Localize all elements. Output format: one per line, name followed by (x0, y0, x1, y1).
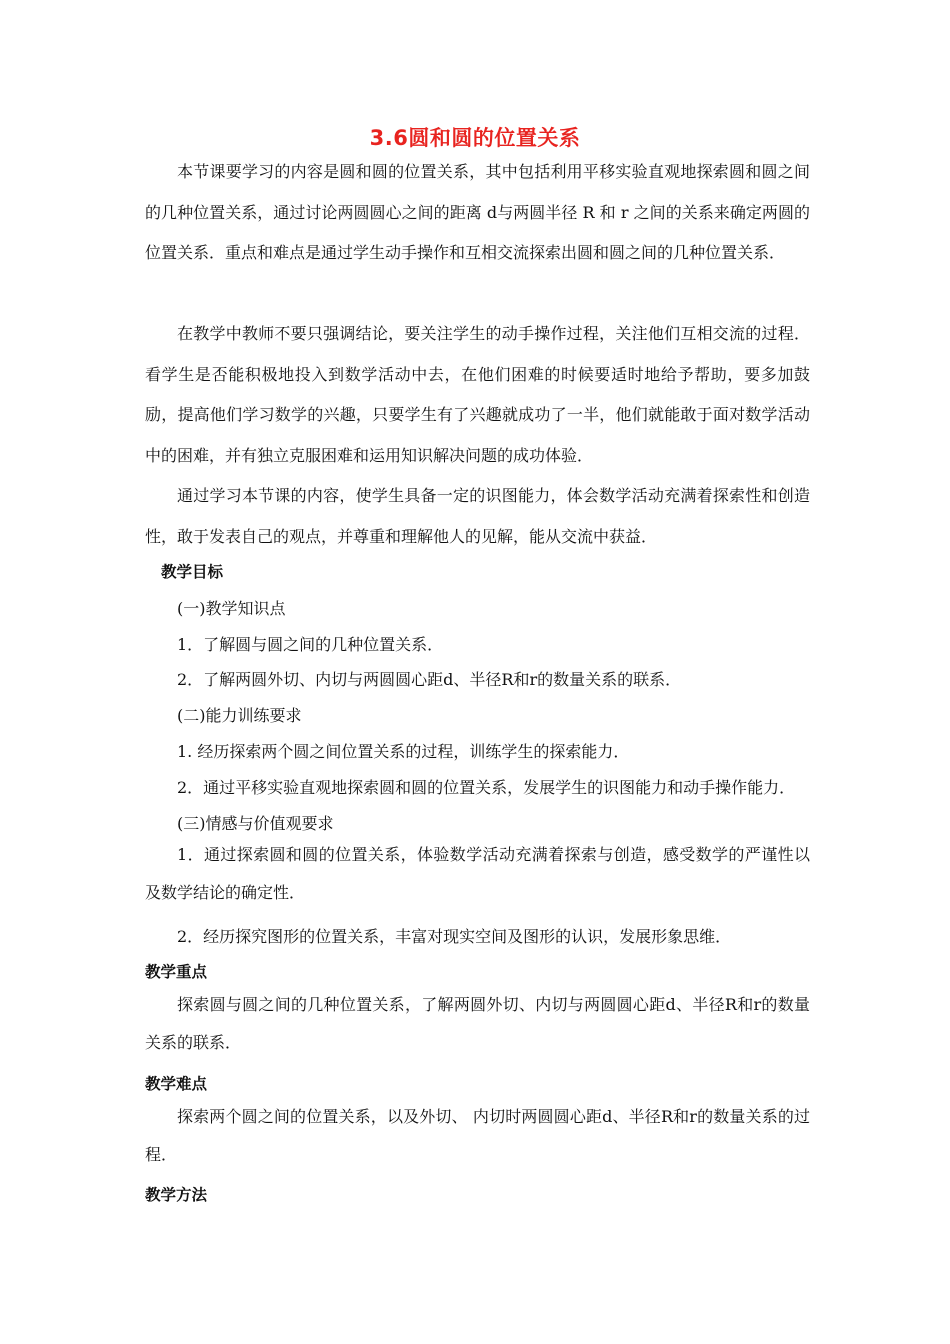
ability-item-2: 2．通过平移实验直观地探索圆和圆的位置关系，发展学生的识图能力和动手操作能力． (177, 778, 796, 797)
intro-paragraph-2: 在教学中教师不要只强调结论，要关注学生的动手操作过程，关注他们互相交流的过程．看学生是否能积极地投入到数学活动中去，在他们困难的时候要适时地给予帮助，要多加鼓励，提高他们学习数学的兴趣，只要学生有了兴趣就成功了一半，他们就能敢于面对数学活动中的困难，并有独立克服困难和运用知识解决问题的成功体验． (145, 324, 810, 465)
intro-paragraph-3: 通过学习本节课的内容，使学生具备一定的识图能力，体会数学活动充满着探索性和创造性，敢于发表自己的观点，并尊重和理解他人的见解，能从交流中获益． (145, 486, 810, 546)
key-points-text: 探索圆与圆之间的几种位置关系，了解两圆外切、内切与两圆圆心距d、半径R和r的数量关系的联系． (145, 995, 810, 1052)
key-points-heading: 教学重点 (145, 963, 208, 981)
intro-paragraph-1: 本节课要学习的内容是圆和圆的位置关系，其中包括利用平移实验直观地探索圆和圆之间的几种位置关系，通过讨论两圆圆心之间的距离 d与两圆半径 R 和 r 之间的关系来确定两圆的位置关系．重点和难点是通过学生动手操作和互相交流探索出圆和圆之间的几种位置关系． (145, 162, 810, 262)
ability-item-1: 1. 经历探索两个圆之间位置关系的过程，训练学生的探索能力． (177, 742, 630, 761)
knowledge-heading: (一)教学知识点 (177, 599, 286, 618)
method-heading: 教学方法 (145, 1186, 208, 1204)
difficulties-text: 探索两个圆之间的位置关系，以及外切、 内切时两圆圆心距d、半径R和r的数量关系的过程． (145, 1107, 810, 1164)
page-title: 3.6圆和圆的位置关系 (369, 126, 581, 150)
emotion-item-2: 2．经历探究图形的位置关系，丰富对现实空间及图形的认识，发展形象思维． (177, 927, 732, 946)
difficulties-heading: 教学难点 (145, 1075, 208, 1093)
emotion-heading: (三)情感与价值观要求 (177, 814, 334, 833)
emotion-item-1: 1．通过探索圆和圆的位置关系，体验数学活动充满着探索与创造，感受数学的严谨性以及数学结论的确定性． (145, 845, 810, 902)
knowledge-item-1: 1．了解圆与圆之间的几种位置关系． (177, 635, 444, 654)
knowledge-item-2: 2．了解两圆外切、内切与两圆圆心距d、半径R和r的数量关系的联系． (177, 670, 682, 689)
objectives-heading: 教学目标 (161, 563, 224, 581)
ability-heading: (二)能力训练要求 (177, 706, 302, 725)
